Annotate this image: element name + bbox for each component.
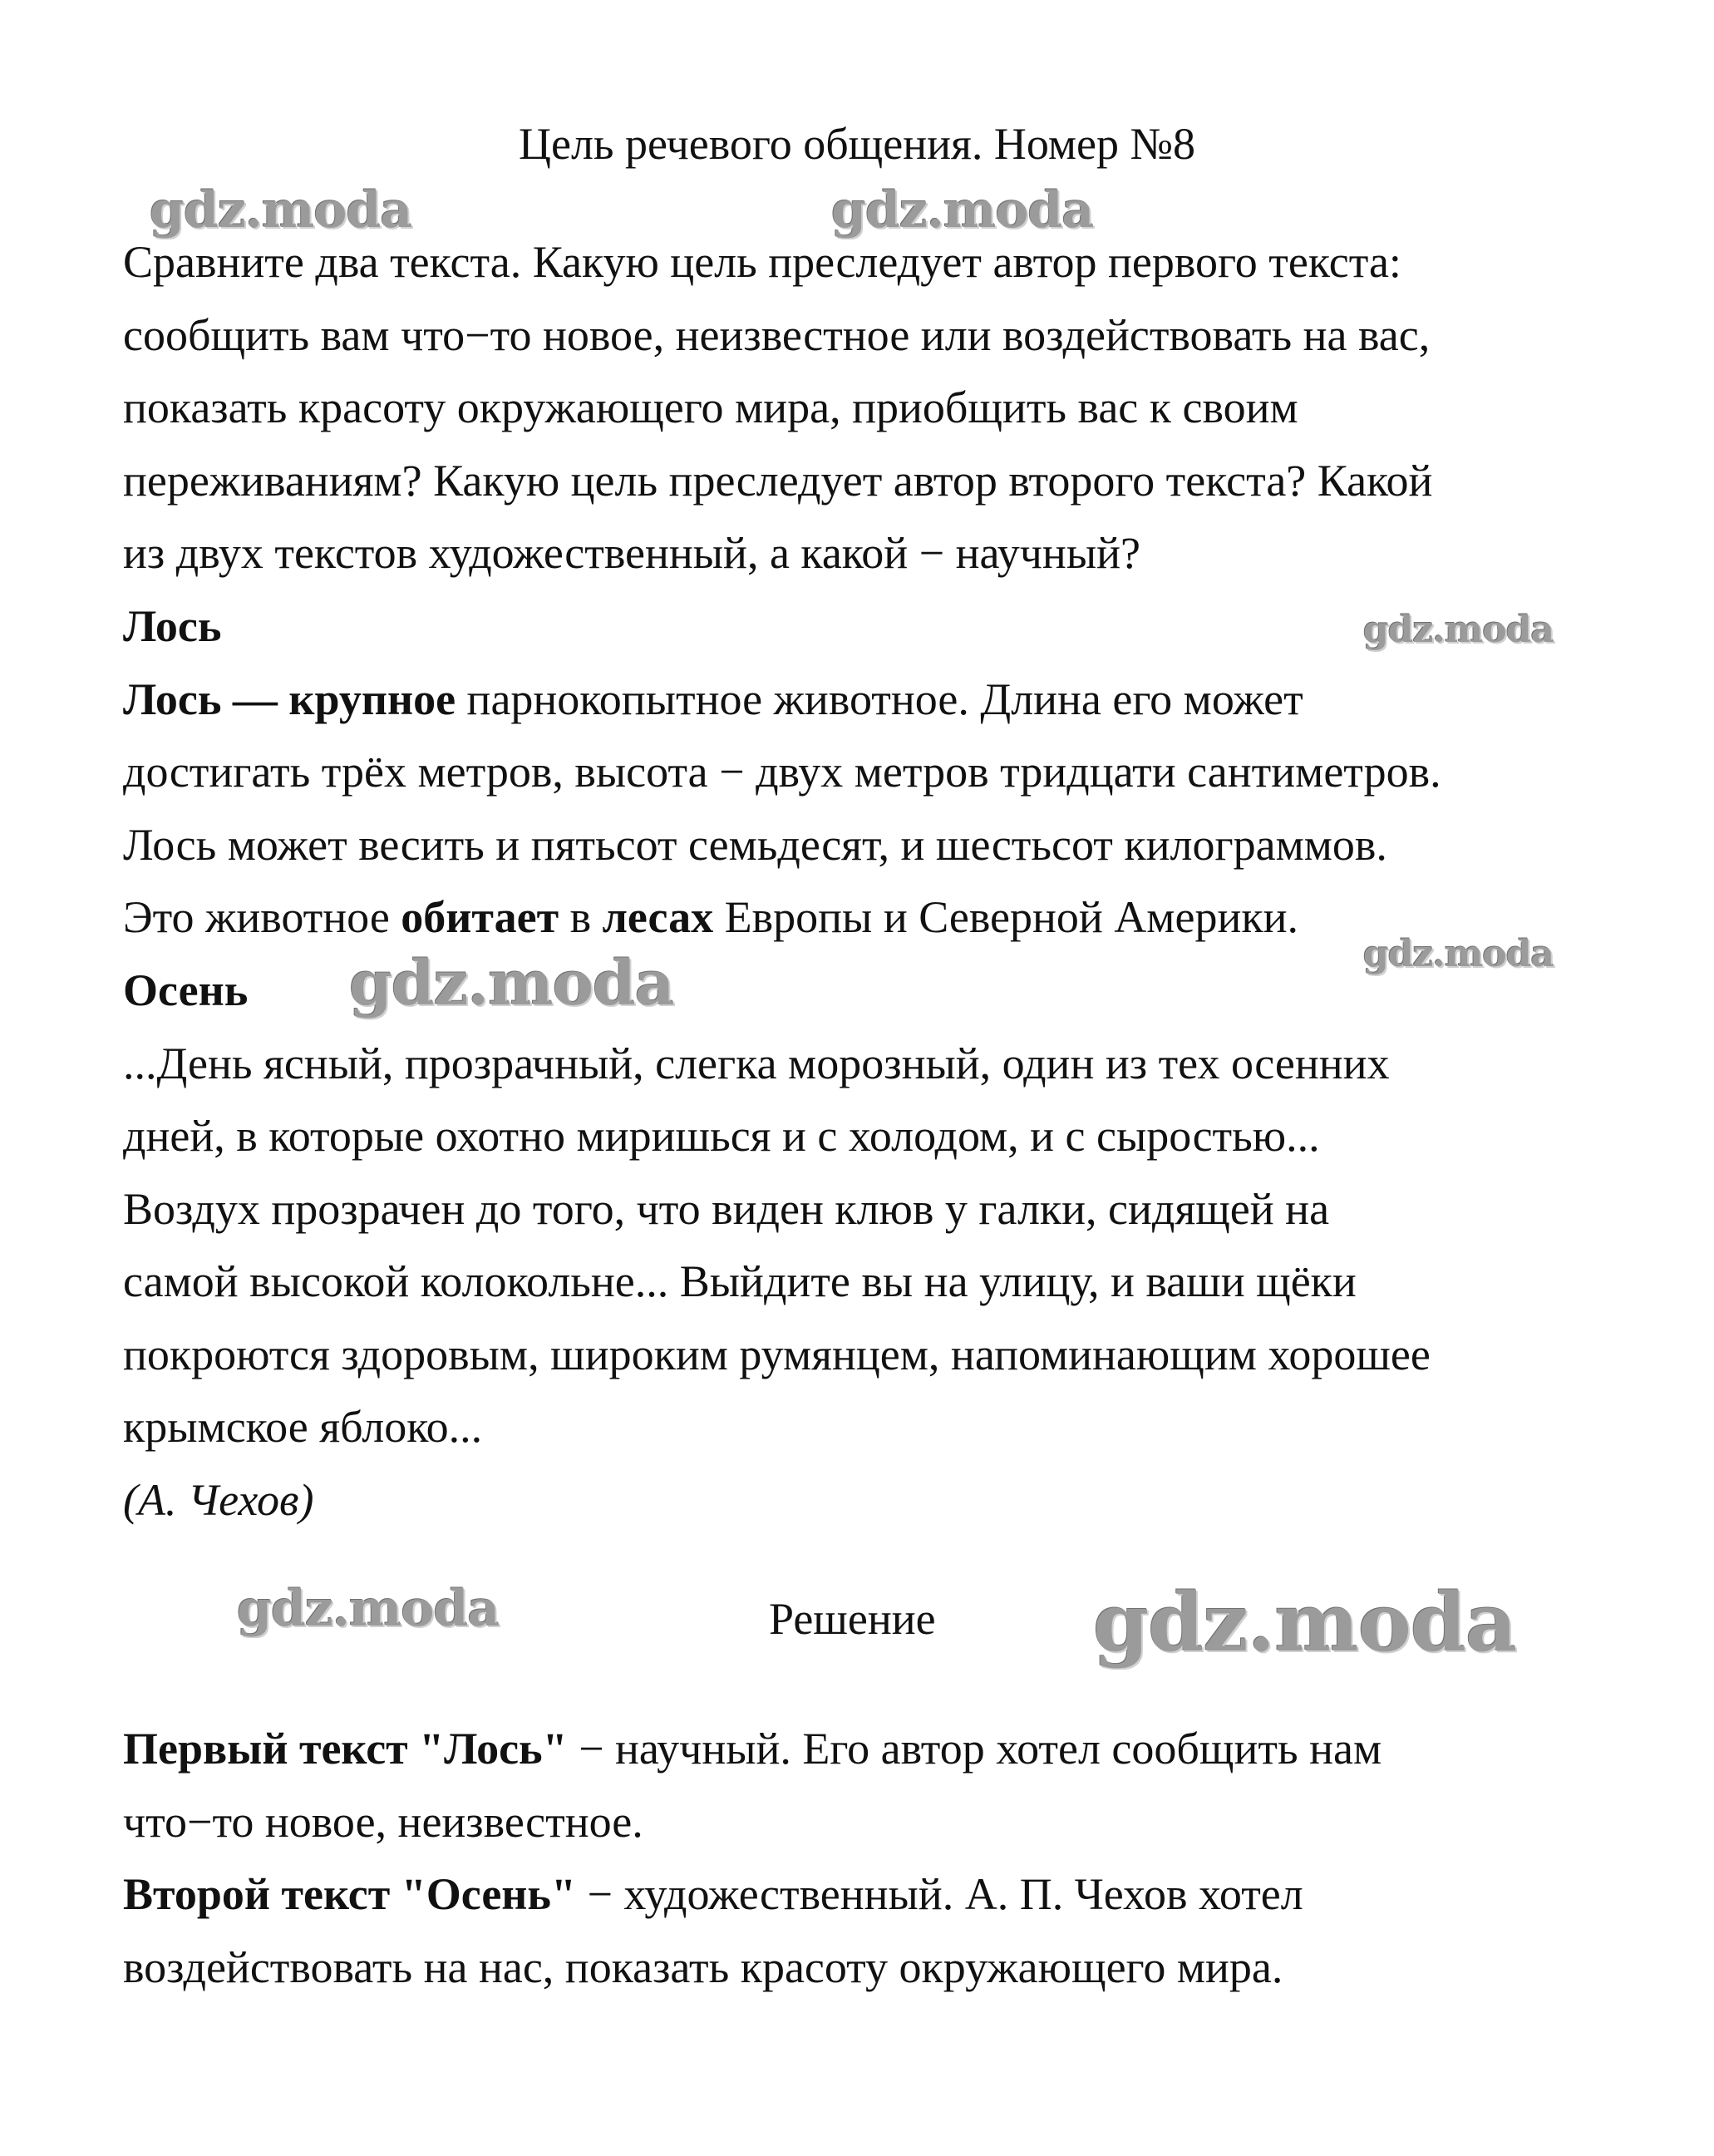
watermark-logo: gdz.moda (349, 948, 674, 1019)
text1-line4-c: в (559, 892, 603, 942)
text2-line: самой высокой колокольне... Выйдите вы на улицу, и ваши щёки (123, 1256, 1357, 1306)
text1-line1-rest: парнокопытное животное. Длина его может (456, 673, 1303, 724)
text2-section (123, 955, 1611, 1537)
page-title: Цель речевого общения. Номер №8 (518, 119, 1195, 169)
text2-author: (А. Чехов) (123, 1474, 314, 1525)
text1-line1-bold: Лось — крупное (123, 673, 456, 724)
text2-line: дней, в которые охотно миришься и с холодом, и с сыростью... (123, 1111, 1320, 1161)
watermark-logo: gdz.moda (1093, 1576, 1517, 1670)
answer1-rest: − научный. Его автор хотел сообщить нам (567, 1724, 1382, 1774)
text1-line: достигать трёх метров, высота − двух метров тридцати сантиметров. (123, 747, 1441, 797)
text2-line: Воздух прозрачен до того, что виден клюв у галки, сидящей на (123, 1183, 1330, 1234)
answer1-line2: что−то новое, неизвестное. (123, 1796, 643, 1847)
watermark-logo: gdz.moda (150, 181, 412, 239)
answer1-bold: Первый текст "Лось" (123, 1724, 568, 1774)
answer2-rest: − художественный. А. П. Чехов хотел (575, 1869, 1303, 1919)
task-line: из двух текстов художественный, а какой − научный? (123, 528, 1140, 578)
text2-line: крымское яблоко... (123, 1402, 483, 1452)
watermark-logo: gdz.moda (237, 1580, 500, 1638)
text2-line: ...День ясный, прозрачный, слегка морозный, один из тех осенних (123, 1038, 1390, 1088)
answer1-line (123, 1713, 1611, 1786)
watermark-logo: gdz.moda (1363, 609, 1554, 651)
text1-line (123, 664, 1611, 737)
watermark-logo: gdz.moda (1363, 933, 1554, 975)
task-line: переживаниям? Какую цель преследует автор второго текста? Какой (123, 455, 1433, 506)
text1-line: Лось может весить и пятьсот семьдесят, и шестьсот килограммов. (123, 819, 1387, 870)
answer2-bold: Второй текст "Осень" (123, 1869, 576, 1919)
task-line: сообщить вам что−то новое, неизвестное или воздействовать на вас, (123, 309, 1431, 360)
text1-heading: Лось (123, 601, 222, 651)
solution-label: Решение (769, 1594, 936, 1644)
watermark-logo: gdz.moda (831, 181, 1094, 239)
text1-line4-d: лесах (602, 892, 714, 942)
text1-line4-e: Европы и Северной Америки. (713, 892, 1298, 942)
answer2-line2: воздействовать на нас, показать красоту окружающего мира. (123, 1941, 1283, 1992)
answer-section (123, 1713, 1611, 2004)
text2-heading: Осень (123, 965, 249, 1015)
task-line: показать красоту окружающего мира, приобщить вас к своим (123, 382, 1298, 432)
answer2-line (123, 1858, 1611, 1932)
text1-line4-b: обитает (401, 892, 559, 942)
task-text (123, 226, 1611, 590)
text2-line: покроются здоровым, широким румянцем, напоминающим хорошее (123, 1329, 1431, 1379)
task-line: Сравните два текста. Какую цель преследует автор первого текста: (123, 237, 1401, 287)
text1-line4-a: Это животное (123, 892, 401, 942)
